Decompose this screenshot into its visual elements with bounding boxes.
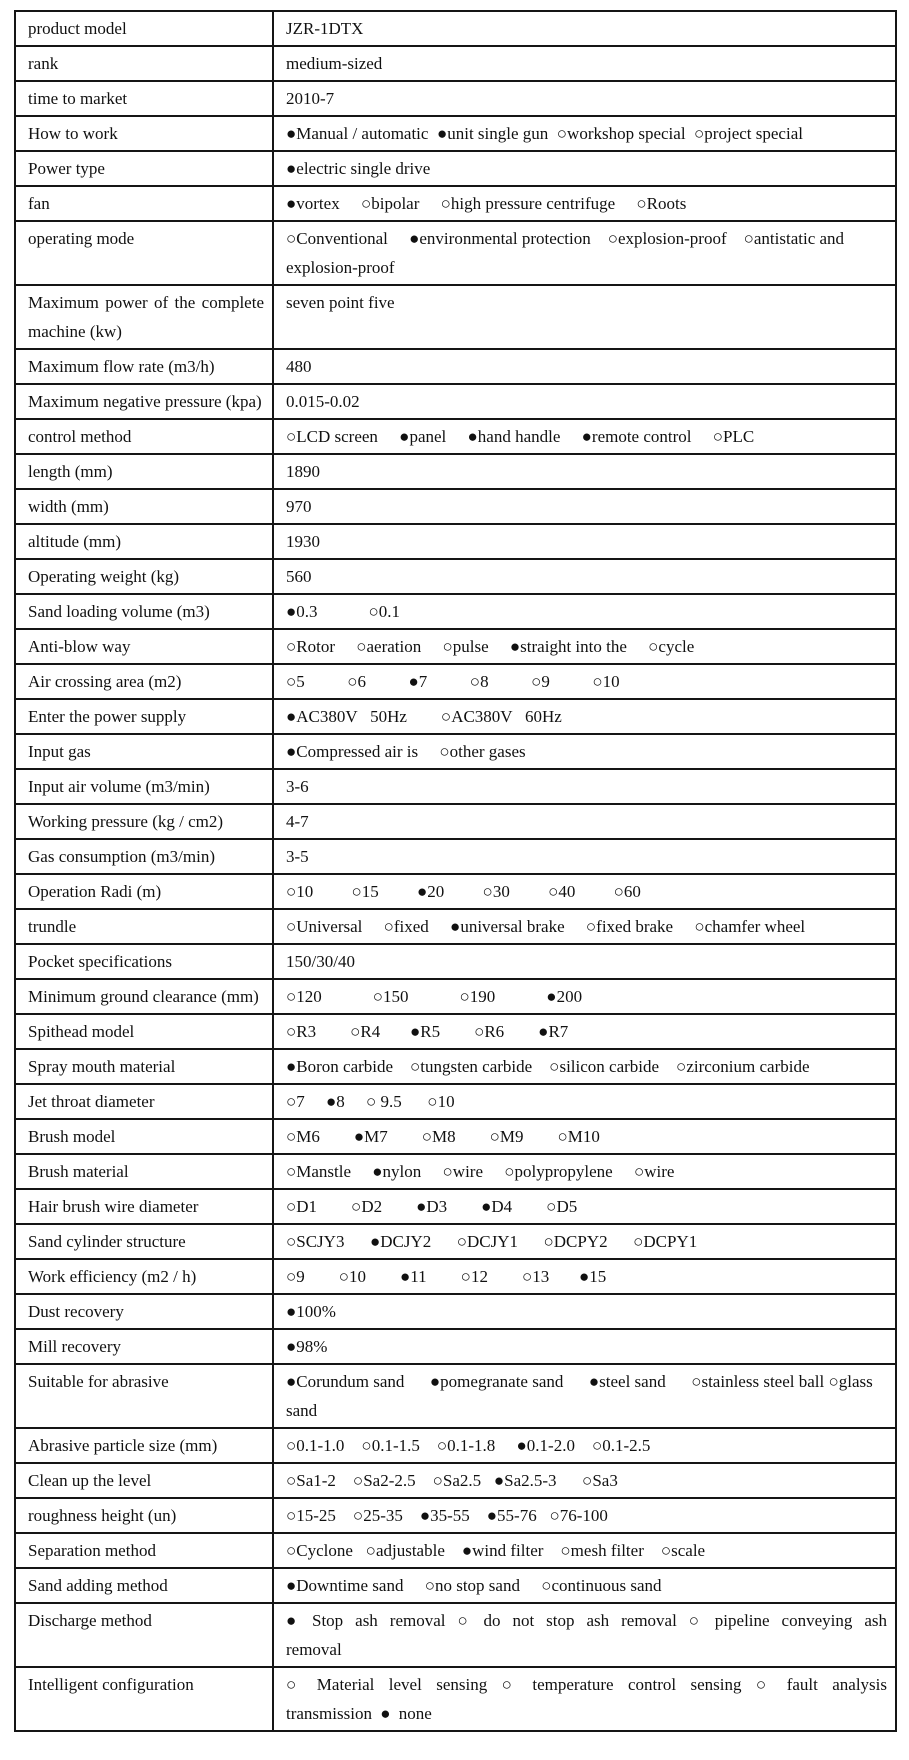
table-row	[15, 909, 896, 944]
row-label-cell: Air crossing area (m2)	[15, 664, 273, 699]
table-row	[15, 1294, 896, 1329]
table-row	[15, 46, 896, 81]
spec-table-body	[15, 11, 896, 1731]
row-label-cell: Mill recovery	[15, 1329, 273, 1364]
row-label-cell: Separation method	[15, 1533, 273, 1568]
row-label-cell: trundle	[15, 909, 273, 944]
row-label-cell: Minimum ground clearance (mm)	[15, 979, 273, 1014]
table-row	[15, 489, 896, 524]
row-value-cell: ○ Material level sensing ○ temperature control sensing ○ fault analysis transmission ● none	[273, 1667, 896, 1731]
table-row	[15, 1049, 896, 1084]
row-label-cell: Operating weight (kg)	[15, 559, 273, 594]
table-row	[15, 839, 896, 874]
table-row	[15, 1119, 896, 1154]
row-value-cell: 150/30/40	[273, 944, 896, 979]
table-row	[15, 559, 896, 594]
table-row	[15, 186, 896, 221]
row-label-cell: time to market	[15, 81, 273, 116]
row-label-cell: fan	[15, 186, 273, 221]
row-label-cell: Operation Radi (m)	[15, 874, 273, 909]
table-row	[15, 594, 896, 629]
table-row	[15, 1329, 896, 1364]
row-label-cell: Clean up the level	[15, 1463, 273, 1498]
row-label-cell: Sand adding method	[15, 1568, 273, 1603]
row-label-cell: Maximum negative pressure (kpa)	[15, 384, 273, 419]
table-row	[15, 944, 896, 979]
table-row	[15, 1603, 896, 1667]
row-label-cell: Brush material	[15, 1154, 273, 1189]
row-value-cell: ●Boron carbide ○tungsten carbide ○silicon carbide ○zirconium carbide	[273, 1049, 896, 1084]
row-value-cell: ○10 ○15 ●20 ○30 ○40 ○60	[273, 874, 896, 909]
row-label-cell: Hair brush wire diameter	[15, 1189, 273, 1224]
row-label-cell: Pocket specifications	[15, 944, 273, 979]
row-label-cell: Power type	[15, 151, 273, 186]
table-row	[15, 629, 896, 664]
row-label-cell: Abrasive particle size (mm)	[15, 1428, 273, 1463]
row-value-cell: 4-7	[273, 804, 896, 839]
row-value-cell: ○R3 ○R4 ●R5 ○R6 ●R7	[273, 1014, 896, 1049]
row-label-cell: Working pressure (kg / cm2)	[15, 804, 273, 839]
row-label-cell: Maximum flow rate (m3/h)	[15, 349, 273, 384]
table-row	[15, 1533, 896, 1568]
row-label-cell: length (mm)	[15, 454, 273, 489]
row-value-cell: ● Stop ash removal ○ do not stop ash removal ○ pipeline conveying ash removal	[273, 1603, 896, 1667]
row-value-cell: ●AC380V 50Hz ○AC380V 60Hz	[273, 699, 896, 734]
row-value-cell: 2010-7	[273, 81, 896, 116]
row-label-cell: How to work	[15, 116, 273, 151]
row-label-cell: rank	[15, 46, 273, 81]
row-value-cell: seven point five	[273, 285, 896, 349]
row-label-cell: product model	[15, 11, 273, 46]
row-value-cell: ○Conventional ●environmental protection ○explosion-proof ○antistatic and explosion-proof	[273, 221, 896, 285]
row-value-cell: ●electric single drive	[273, 151, 896, 186]
table-row	[15, 1154, 896, 1189]
row-value-cell: ●vortex ○bipolar ○high pressure centrifuge ○Roots	[273, 186, 896, 221]
row-value-cell: ○15-25 ○25-35 ●35-55 ●55-76 ○76-100	[273, 1498, 896, 1533]
table-row	[15, 151, 896, 186]
table-row	[15, 734, 896, 769]
row-value-cell: 1890	[273, 454, 896, 489]
row-value-cell: ●Compressed air is ○other gases	[273, 734, 896, 769]
row-value-cell: 970	[273, 489, 896, 524]
row-value-cell: ●0.3 ○0.1	[273, 594, 896, 629]
row-value-cell: JZR-1DTX	[273, 11, 896, 46]
row-value-cell: ○7 ●8 ○ 9.5 ○10	[273, 1084, 896, 1119]
row-label-cell: Discharge method	[15, 1603, 273, 1667]
table-row	[15, 804, 896, 839]
table-row	[15, 1224, 896, 1259]
row-value-cell: ○5 ○6 ●7 ○8 ○9 ○10	[273, 664, 896, 699]
table-row	[15, 1463, 896, 1498]
row-value-cell: 0.015-0.02	[273, 384, 896, 419]
table-row	[15, 699, 896, 734]
row-label-cell: operating mode	[15, 221, 273, 285]
row-label-cell: Input air volume (m3/min)	[15, 769, 273, 804]
table-row	[15, 1189, 896, 1224]
row-value-cell: ○D1 ○D2 ●D3 ●D4 ○D5	[273, 1189, 896, 1224]
table-row	[15, 384, 896, 419]
row-label-cell: Enter the power supply	[15, 699, 273, 734]
row-label-cell: Dust recovery	[15, 1294, 273, 1329]
row-label-cell: Gas consumption (m3/min)	[15, 839, 273, 874]
table-row	[15, 664, 896, 699]
table-row	[15, 116, 896, 151]
table-row	[15, 1428, 896, 1463]
table-row	[15, 1364, 896, 1428]
table-row	[15, 524, 896, 559]
table-row	[15, 769, 896, 804]
row-value-cell: ○SCJY3 ●DCJY2 ○DCJY1 ○DCPY2 ○DCPY1	[273, 1224, 896, 1259]
table-row	[15, 221, 896, 285]
row-value-cell: ●98%	[273, 1329, 896, 1364]
table-row	[15, 874, 896, 909]
row-label-cell: Brush model	[15, 1119, 273, 1154]
row-label-cell: control method	[15, 419, 273, 454]
row-label-cell: roughness height (un)	[15, 1498, 273, 1533]
row-value-cell: ○9 ○10 ●11 ○12 ○13 ●15	[273, 1259, 896, 1294]
row-label-cell: Maximum power of the complete machine (kw)	[15, 285, 273, 349]
table-row	[15, 81, 896, 116]
row-value-cell: 3-5	[273, 839, 896, 874]
row-label-cell: Sand loading volume (m3)	[15, 594, 273, 629]
row-value-cell: ○Rotor ○aeration ○pulse ●straight into the ○cycle	[273, 629, 896, 664]
row-value-cell: 3-6	[273, 769, 896, 804]
row-value-cell: ○LCD screen ●panel ●hand handle ●remote control ○PLC	[273, 419, 896, 454]
row-label-cell: Anti-blow way	[15, 629, 273, 664]
table-row	[15, 1259, 896, 1294]
table-row	[15, 1014, 896, 1049]
row-value-cell: 1930	[273, 524, 896, 559]
row-value-cell: 560	[273, 559, 896, 594]
table-row	[15, 1084, 896, 1119]
row-label-cell: Spithead model	[15, 1014, 273, 1049]
row-label-cell: Sand cylinder structure	[15, 1224, 273, 1259]
row-value-cell: ○0.1-1.0 ○0.1-1.5 ○0.1-1.8 ●0.1-2.0 ○0.1-2.5	[273, 1428, 896, 1463]
row-value-cell: ○Manstle ●nylon ○wire ○polypropylene ○wire	[273, 1154, 896, 1189]
row-label-cell: Work efficiency (m2 / h)	[15, 1259, 273, 1294]
row-value-cell: medium-sized	[273, 46, 896, 81]
table-row	[15, 349, 896, 384]
row-value-cell: 480	[273, 349, 896, 384]
row-value-cell: ○M6 ●M7 ○M8 ○M9 ○M10	[273, 1119, 896, 1154]
row-value-cell: ○120 ○150 ○190 ●200	[273, 979, 896, 1014]
table-row	[15, 1667, 896, 1731]
row-label-cell: Suitable for abrasive	[15, 1364, 273, 1428]
table-row	[15, 285, 896, 349]
row-label-cell: Input gas	[15, 734, 273, 769]
row-value-cell: ○Cyclone ○adjustable ●wind filter ○mesh filter ○scale	[273, 1533, 896, 1568]
row-label-cell: Intelligent configuration	[15, 1667, 273, 1731]
row-label-cell: altitude (mm)	[15, 524, 273, 559]
table-row	[15, 1568, 896, 1603]
row-value-cell: ●Downtime sand ○no stop sand ○continuous sand	[273, 1568, 896, 1603]
spec-table	[14, 10, 897, 1732]
row-label-cell: Spray mouth material	[15, 1049, 273, 1084]
row-value-cell: ○Universal ○fixed ●universal brake ○fixed brake ○chamfer wheel	[273, 909, 896, 944]
row-label-cell: width (mm)	[15, 489, 273, 524]
row-value-cell: ○Sa1-2 ○Sa2-2.5 ○Sa2.5 ●Sa2.5-3 ○Sa3	[273, 1463, 896, 1498]
table-row	[15, 419, 896, 454]
table-row	[15, 979, 896, 1014]
table-row	[15, 1498, 896, 1533]
row-value-cell: ●Manual / automatic ●unit single gun ○workshop special ○project special	[273, 116, 896, 151]
table-row	[15, 454, 896, 489]
table-row	[15, 11, 896, 46]
row-label-cell: Jet throat diameter	[15, 1084, 273, 1119]
row-value-cell: ●Corundum sand ●pomegranate sand ●steel sand ○stainless steel ball ○glass sand	[273, 1364, 896, 1428]
row-value-cell: ●100%	[273, 1294, 896, 1329]
